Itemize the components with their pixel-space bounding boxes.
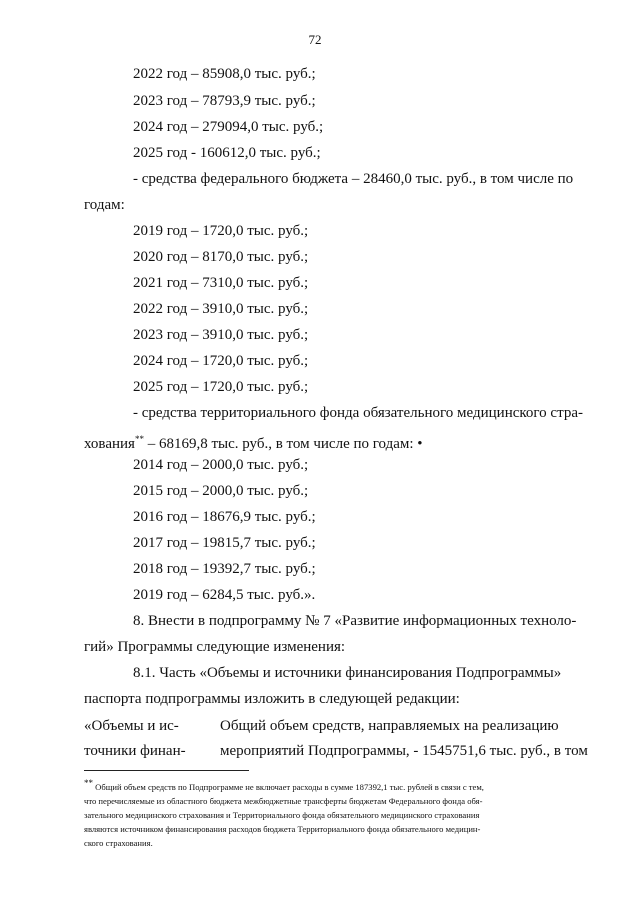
table-left-cell [84, 714, 186, 764]
funding-line: 2021 год – 7310,0 тыс. руб.; [133, 275, 309, 291]
footnote-line: что перечисляемые из областного бюджета межбюджетные трансферты бюджетам Федерального фонда обя- [84, 795, 483, 806]
footnote-marker: ** [84, 778, 93, 788]
funding-line: 2014 год – 2000,0 тыс. руб.; [133, 457, 309, 473]
funding-line: 2022 год – 85908,0 тыс. руб.; [133, 66, 316, 82]
item81-line2: паспорта подпрограммы изложить в следующей редакции: [84, 691, 460, 707]
footnote-text: Общий объем средств по Подпрограмме не включает расходы в сумме 187392,1 тыс. рублей в связи с тем, [93, 781, 484, 792]
funding-line: 2018 год – 19392,7 тыс. руб.; [133, 561, 316, 577]
federal-paragraph-line2: годам: [84, 197, 125, 213]
table-left-line: точники финан- [84, 743, 186, 759]
funding-line: 2025 год - 160612,0 тыс. руб.; [133, 145, 321, 161]
funding-line: 2019 год – 6284,5 тыс. руб.». [133, 587, 316, 603]
table-right-line: мероприятий Подпрограммы, - 1545751,6 тыс. руб., в том [220, 743, 588, 759]
funding-line: 2023 год – 3910,0 тыс. руб.; [133, 327, 309, 343]
territorial-text: хования [84, 436, 135, 452]
funding-line: 2017 год – 19815,7 тыс. руб.; [133, 535, 316, 551]
page-number: 72 [308, 32, 322, 47]
territorial-paragraph-line1: - средства территориального фонда обязательного медицинского стра- [133, 405, 583, 421]
funding-line: 2023 год – 78793,9 тыс. руб.; [133, 93, 316, 109]
territorial-paragraph-line2 [84, 430, 423, 453]
table-right-line: Общий объем средств, направляемых на реализацию [220, 718, 559, 734]
funding-line: 2025 год – 1720,0 тыс. руб.; [133, 379, 309, 395]
footnote-marker: ** [134, 434, 144, 444]
item8-line1: 8. Внести в подпрограмму № 7 «Развитие информационных техноло- [133, 613, 577, 629]
footnote-line: ского страхования. [84, 837, 153, 848]
table-left-line: «Объемы и ис- [84, 718, 179, 734]
funding-line: 2022 год – 3910,0 тыс. руб.; [133, 301, 309, 317]
funding-line: 2024 год – 279094,0 тыс. руб.; [133, 119, 324, 135]
item8-line2: гий» Программы следующие изменения: [84, 639, 346, 655]
federal-paragraph-line1 [133, 170, 591, 188]
funding-line: 2015 год – 2000,0 тыс. руб.; [133, 483, 309, 499]
territorial-text-rest: – 68169,8 тыс. руб., в том числе по годам: • [143, 436, 423, 452]
footnote-line [84, 776, 594, 794]
footnote [84, 776, 594, 850]
item81-line1: 8.1. Часть «Объемы и источники финансирования Подпрограммы» [133, 665, 562, 681]
funding-line: 2016 год – 18676,9 тыс. руб.; [133, 509, 316, 525]
footnote-line: являются источником финансирования расходов бюджета Территориального фонда обязательного медицин- [84, 823, 481, 834]
footnote-separator [84, 770, 249, 771]
table-right-cell [220, 714, 591, 764]
federal-text: - средства федерального бюджета – 28460,0 тыс. руб., в том числе по [133, 171, 574, 187]
funding-line: 2024 год – 1720,0 тыс. руб.; [133, 353, 309, 369]
footnote-line: зательного медицинского страхования и Территориального фонда обязательного медицинского страхования [84, 809, 480, 820]
funding-line: 2019 год – 1720,0 тыс. руб.; [133, 223, 309, 239]
funding-line: 2020 год – 8170,0 тыс. руб.; [133, 249, 309, 265]
